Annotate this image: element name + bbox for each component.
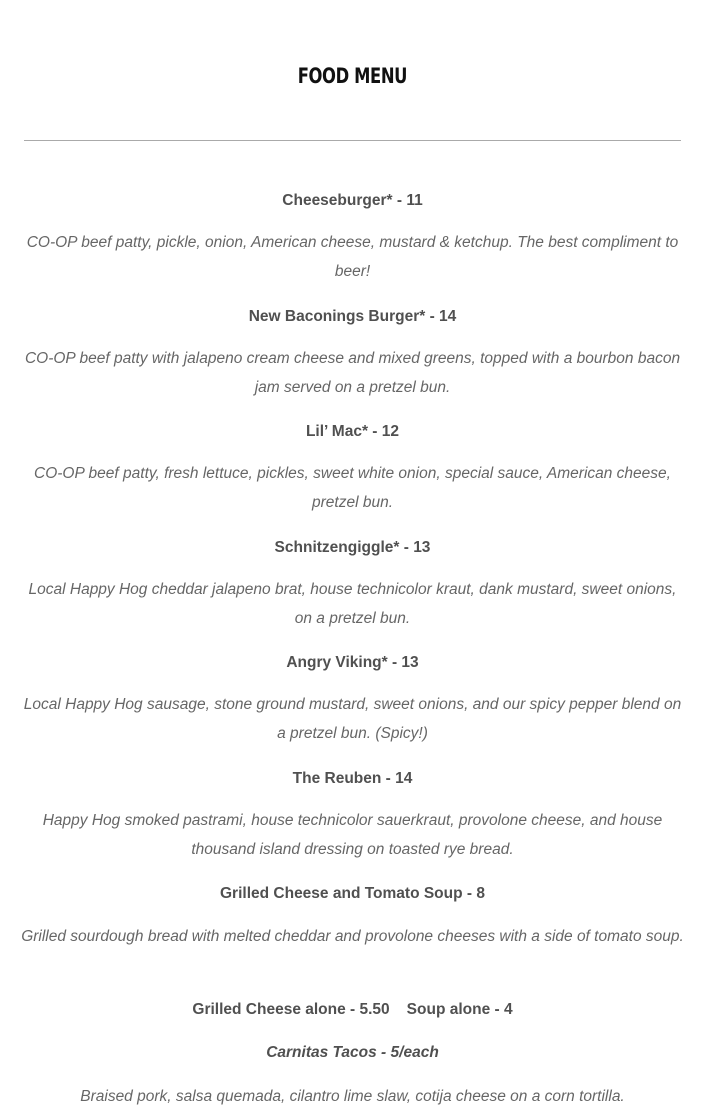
menu-item-name: Cheeseburger* - 11 [282,192,423,209]
menu-item-extras [0,1000,705,1020]
menu-item-name: Angry Viking* - 13 [286,654,419,671]
menu-item-description: Happy Hog smoked pastrami, house technicolor sauerkraut, provolone cheese, and house thousand island dressing on toasted rye bread. [42,812,663,858]
menu-item-description: Braised pork, salsa quemada, cilantro lime slaw, cotija cheese on a corn tortilla. [80,1088,625,1105]
grilled-cheese-alone-price: Grilled Cheese alone - 5.50 [192,1001,390,1018]
menu-item-name: Lil’ Mac* - 12 [305,423,400,440]
menu-item-description: Grilled sourdough bread with melted cheddar and provolone cheeses with a side of tomato soup. [21,928,684,945]
menu-item-description: CO-OP beef patty, fresh lettuce, pickles, sweet white onion, special sauce, American cheese, pretzel bun. [34,465,671,511]
menu-item-name: Grilled Cheese and Tomato Soup - 8 [220,885,485,902]
soup-alone-price: Soup alone - 4 [406,1001,513,1018]
menu-item-description: Local Happy Hog cheddar jalapeno brat, house technicolor kraut, dank mustard, sweet onions, on a pretzel bun. [28,581,677,627]
menu-item-name: New Baconings Burger* - 14 [248,308,457,325]
menu-item-name: The Reuben - 14 [292,770,413,787]
menu-item-description: CO-OP beef patty with jalapeno cream cheese and mixed greens, topped with a bourbon bacon jam served on a pretzel bun. [24,350,681,396]
menu-item-name: Carnitas Tacos - 5/each [266,1044,439,1061]
menu-item-description: CO-OP beef patty, pickle, onion, American cheese, mustard & ketchup. The best compliment to beer! [26,234,679,280]
menu-item-name: Schnitzengiggle* - 13 [274,539,431,556]
divider [24,140,681,141]
page-title: FOOD MENU [297,64,408,88]
menu-item-description: Local Happy Hog sausage, stone ground mustard, sweet onions, and our spicy pepper blend on a pretzel bun. (Spicy!) [23,696,682,742]
